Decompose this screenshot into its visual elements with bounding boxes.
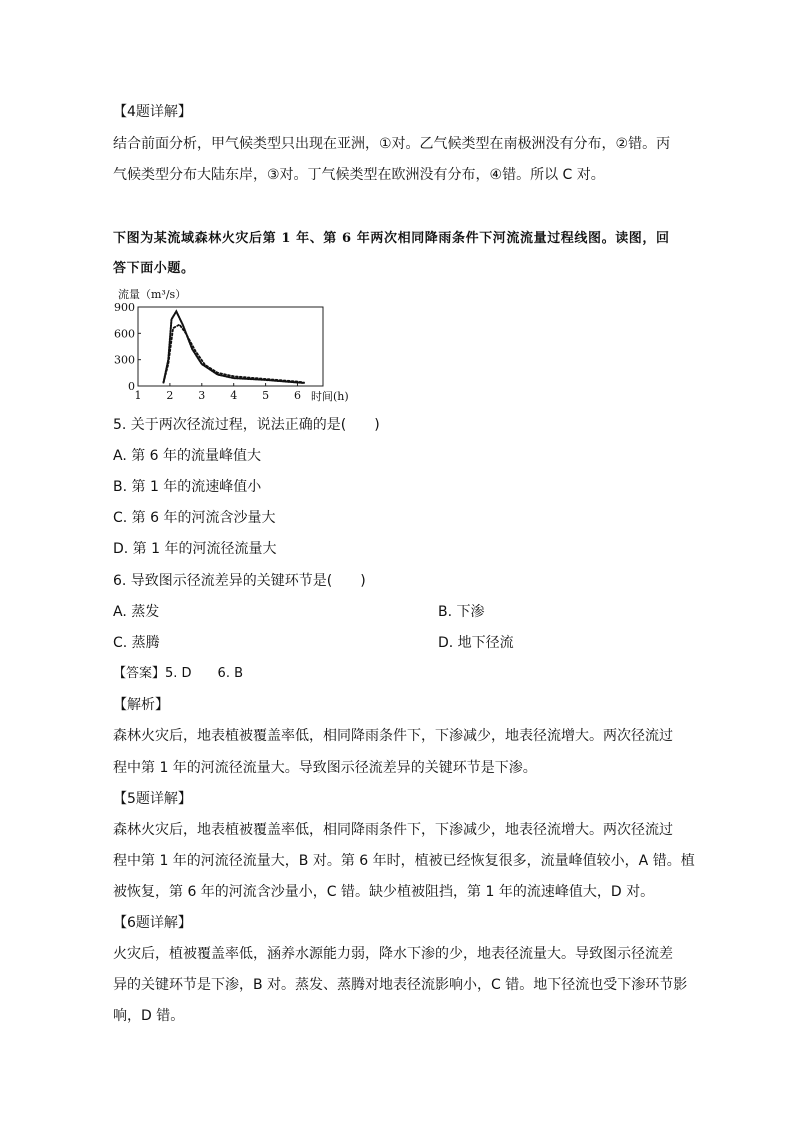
x-tick-label: 1 [134,389,142,402]
x-tick-label: 4 [230,389,238,402]
analysis-heading: 【解析】 [113,697,169,713]
q5-stem: 5. 关于两次径流过程，说法正确的是( ) [113,417,380,433]
question-intro-line-1: 下图为某流域森林火灾后第 1 年、第 6 年两次相同降雨条件下河流流量过程线图。读图，回 [113,231,670,246]
x-tick-label: 2 [166,389,174,402]
q5-option-a: A. 第 6 年的流量峰值大 [113,448,262,464]
q6-option-d: D. 地下径流 [438,635,514,651]
q5-option-b: B. 第 1 年的流速峰值小 [113,479,262,495]
x-tick-label: 6 [293,389,301,402]
q6-detail-line-3: 响，D 错。 [113,1008,185,1024]
x-tick-label: 3 [198,389,206,402]
y-tick-label: 600 [114,327,135,341]
analysis-line-1: 森林火灾后，地表植被覆盖率低，相同降雨条件下，下渗减少，地表径流增大。两次径流过 [113,728,673,744]
river-flow-chart [113,283,353,407]
q6-option-c: C. 蒸腾 [113,635,160,651]
q4-explanation-line-1: 结合前面分析，甲气候类型只出现在亚洲，①对。乙气候类型在南极洲没有分布，②错。丙 [113,136,671,152]
q5-detail-line-1: 森林火灾后，地表植被覆盖率低，相同降雨条件下，下渗减少，地表径流增大。两次径流过 [113,822,673,838]
q6-detail-heading: 【6题详解】 [113,915,192,931]
series-line-2 [164,325,304,383]
q4-explanation-line-2: 气候类型分布大陆东岸，③对。丁气候类型在欧洲没有分布，④错。所以 C 对。 [113,167,605,183]
q5-option-c: C. 第 6 年的河流含沙量大 [113,510,276,526]
q6-option-a: A. 蒸发 [113,604,160,620]
x-tick-label: 5 [262,389,270,402]
y-tick-label: 900 [114,301,135,314]
q5-detail-line-3: 被恢复，第 6 年的河流含沙量小，C 错。缺少植被阻挡，第 1 年的流速峰值大，D 对。 [113,884,655,900]
x-axis-label: 时间(h) [311,390,349,403]
y-tick-label: 300 [114,353,135,367]
y-axis-label: 流量（m³/s） [118,288,187,301]
question-intro-line-2: 答下面小题。 [113,261,195,276]
q4-heading: 【4题详解】 [113,104,192,120]
analysis-line-2: 程中第 1 年的河流径流量大。导致图示径流差异的关键环节是下渗。 [113,760,537,776]
y-tick-label: 0 [128,380,135,393]
q6-option-b: B. 下渗 [438,604,485,620]
q5-option-d: D. 第 1 年的河流径流量大 [113,541,277,557]
river-flow-chart-svg [113,283,353,403]
q6-detail-line-1: 火灾后，植被覆盖率低，涵养水源能力弱，降水下渗的少，地表径流量大。导致图示径流差 [113,946,673,962]
answer-line: 【答案】5. D 6. B [113,666,244,681]
q5-detail-line-2: 程中第 1 年的河流径流量大，B 对。第 6 年时，植被已经恢复很多，流量峰值较小，A 错。植 [113,853,695,869]
q6-stem: 6. 导致图示径流差异的关键环节是( ) [113,573,366,589]
series-line-1 [164,311,304,383]
q6-detail-line-2: 异的关键环节是下渗，B 对。蒸发、蒸腾对地表径流影响小，C 错。地下径流也受下渗环节影 [113,977,688,993]
q5-detail-heading: 【5题详解】 [113,791,192,807]
